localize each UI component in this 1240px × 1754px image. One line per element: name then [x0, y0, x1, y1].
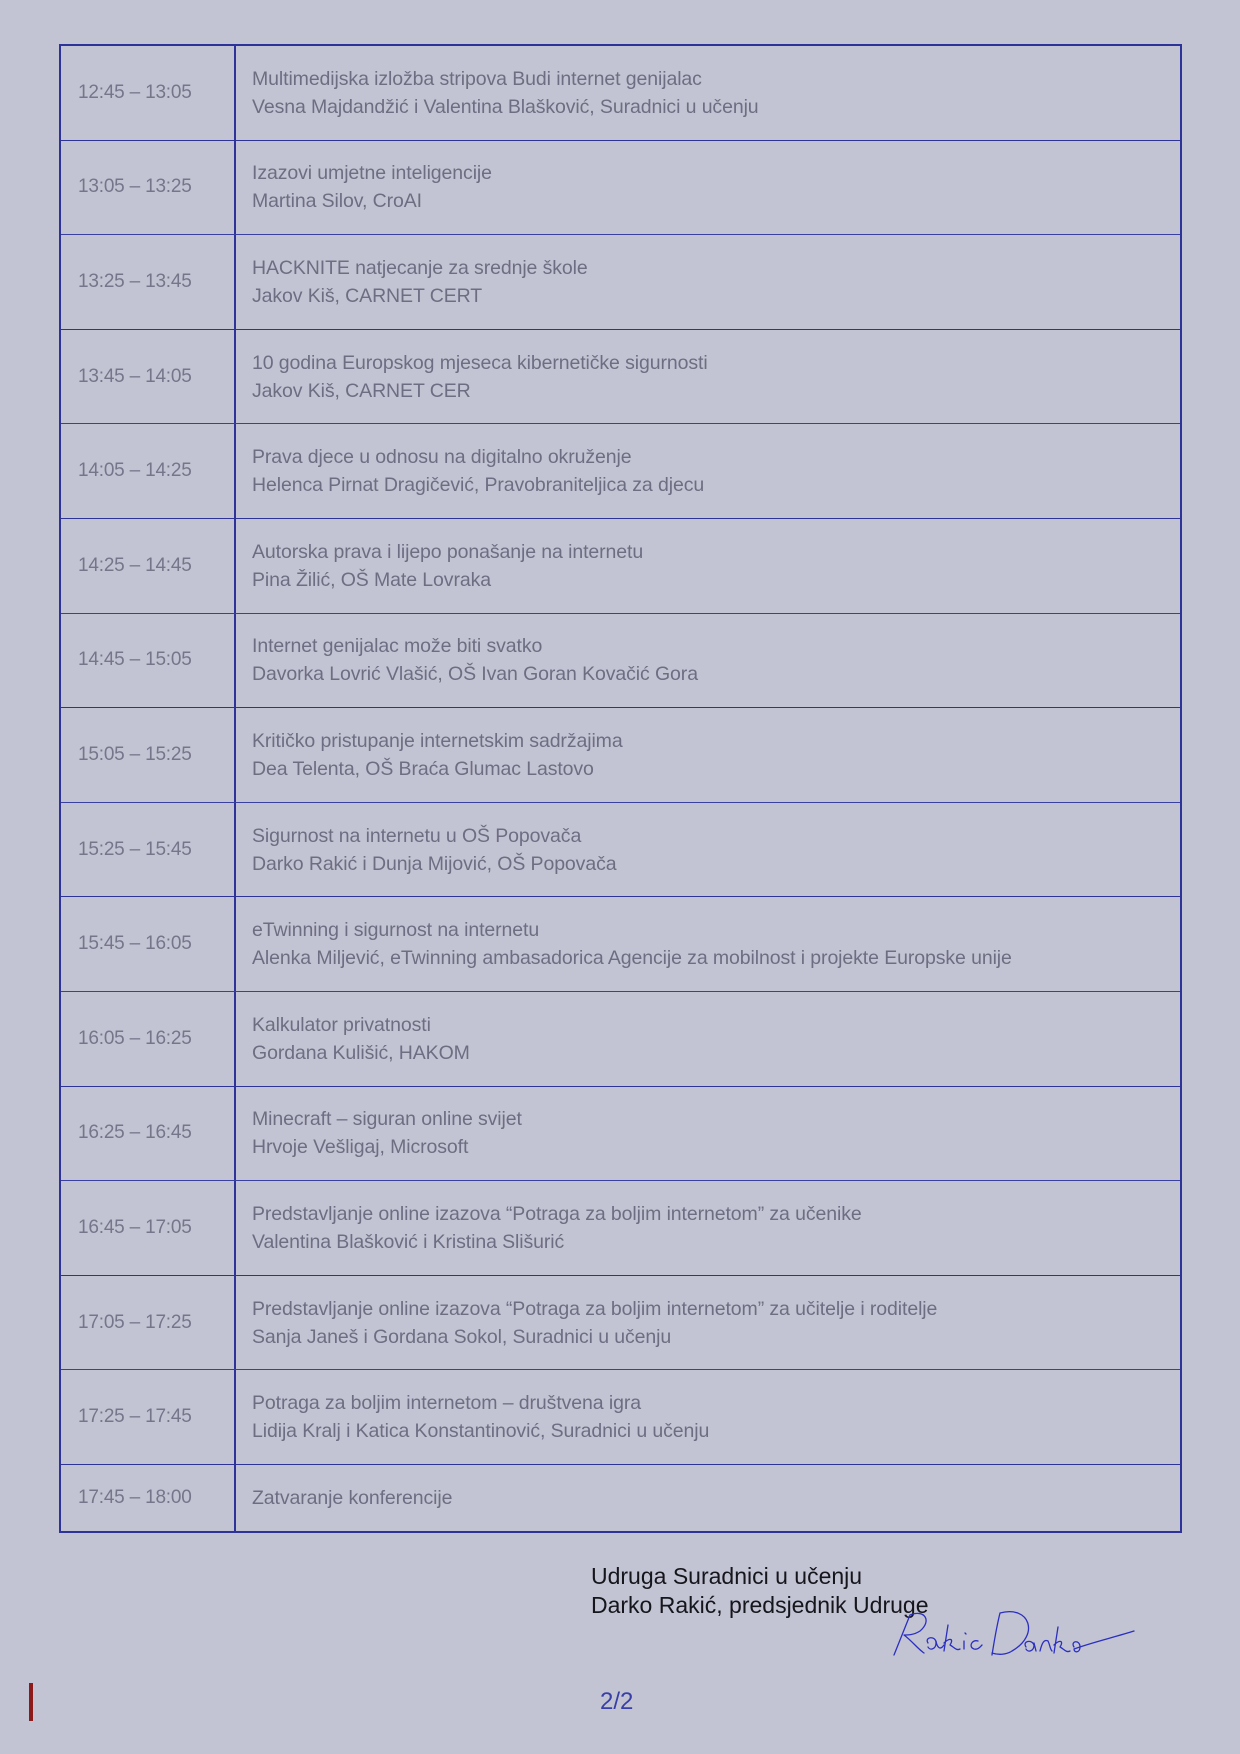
handwritten-signature — [880, 1595, 1140, 1675]
session-speaker: Sanja Janeš i Gordana Sokol, Suradnici u učenju — [252, 1325, 672, 1348]
margin-marker — [29, 1683, 33, 1721]
time-slot: 14:45 – 15:05 — [61, 614, 236, 708]
session-details — [236, 519, 1180, 613]
table-row — [61, 1087, 1180, 1182]
table-row — [61, 519, 1180, 614]
session-speaker: Vesna Majdandžić i Valentina Blašković, Suradnici u učenju — [252, 95, 759, 118]
session-title: Multimedijska izložba stripova Budi internet genijalac — [252, 67, 702, 90]
session-title: Internet genijalac može biti svatko — [252, 635, 543, 658]
session-speaker: Alenka Miljević, eTwinning ambasadorica Agencije za mobilnost i projekte Europske unije — [252, 947, 1012, 970]
time-slot: 16:05 – 16:25 — [61, 992, 236, 1086]
session-title: Predstavljanje online izazova “Potraga za boljim internetom” za učitelje i roditelje — [252, 1297, 938, 1320]
session-speaker: Martina Silov, CroAI — [252, 190, 422, 213]
time-slot: 14:05 – 14:25 — [61, 424, 236, 518]
session-details — [236, 1370, 1180, 1464]
table-row — [61, 1276, 1180, 1371]
table-row — [61, 1465, 1180, 1531]
session-details — [236, 1087, 1180, 1181]
table-row — [61, 1370, 1180, 1465]
session-title: eTwinning i sigurnost na internetu — [252, 919, 540, 942]
session-details — [236, 614, 1180, 708]
session-title: Zatvaranje konferencije — [252, 1486, 453, 1509]
table-row — [61, 614, 1180, 709]
session-title: Prava djece u odnosu na digitalno okruženje — [252, 446, 632, 469]
session-speaker: Hrvoje Vešligaj, Microsoft — [252, 1136, 469, 1159]
time-slot: 12:45 – 13:05 — [61, 46, 236, 140]
time-slot: 17:45 – 18:00 — [61, 1465, 236, 1531]
session-title: Potraga za boljim internetom – društvena igra — [252, 1392, 641, 1415]
page-number: 2/2 — [600, 1688, 634, 1715]
time-slot: 13:45 – 14:05 — [61, 330, 236, 424]
session-details — [236, 1181, 1180, 1275]
session-title: Minecraft – siguran online svijet — [252, 1108, 522, 1131]
signatory-name: Darko Rakić, predsjednik Udruge — [591, 1592, 929, 1618]
time-slot: 13:05 – 13:25 — [61, 141, 236, 235]
session-speaker: Jakov Kiš, CARNET CERT — [252, 284, 483, 307]
session-speaker: Jakov Kiš, CARNET CER — [252, 379, 471, 402]
table-row — [61, 897, 1180, 992]
session-details — [236, 330, 1180, 424]
session-details — [236, 708, 1180, 802]
session-title: Kalkulator privatnosti — [252, 1013, 431, 1036]
time-slot: 13:25 – 13:45 — [61, 235, 236, 329]
session-speaker: Helenca Pirnat Dragičević, Pravobraniteljica za djecu — [252, 474, 705, 497]
session-title: Autorska prava i lijepo ponašanje na internetu — [252, 540, 644, 563]
session-title: HACKNITE natjecanje za srednje škole — [252, 256, 588, 279]
table-row — [61, 992, 1180, 1087]
session-speaker: Darko Rakić i Dunja Mijović, OŠ Popovača — [252, 852, 617, 875]
session-title: Kritičko pristupanje internetskim sadržajima — [252, 729, 623, 752]
session-title: Sigurnost na internetu u OŠ Popovača — [252, 824, 582, 847]
session-speaker: Valentina Blašković i Kristina Slišurić — [252, 1230, 565, 1253]
schedule-table — [59, 44, 1182, 1533]
session-details — [236, 46, 1180, 140]
signature-block — [591, 1562, 929, 1620]
time-slot: 17:25 – 17:45 — [61, 1370, 236, 1464]
table-row — [61, 708, 1180, 803]
session-details — [236, 803, 1180, 897]
session-title: Izazovi umjetne inteligencije — [252, 162, 492, 185]
table-row — [61, 424, 1180, 519]
time-slot: 15:25 – 15:45 — [61, 803, 236, 897]
time-slot: 16:45 – 17:05 — [61, 1181, 236, 1275]
organization-name: Udruga Suradnici u učenju — [591, 1563, 863, 1589]
table-row — [61, 803, 1180, 898]
session-speaker: Lidija Kralj i Katica Konstantinović, Suradnici u učenju — [252, 1420, 710, 1443]
table-row — [61, 235, 1180, 330]
session-speaker: Gordana Kulišić, HAKOM — [252, 1041, 470, 1064]
time-slot: 14:25 – 14:45 — [61, 519, 236, 613]
time-slot: 15:45 – 16:05 — [61, 897, 236, 991]
session-details — [236, 235, 1180, 329]
time-slot: 17:05 – 17:25 — [61, 1276, 236, 1370]
session-title: Predstavljanje online izazova “Potraga za boljim internetom” za učenike — [252, 1202, 862, 1225]
table-row — [61, 330, 1180, 425]
table-row — [61, 1181, 1180, 1276]
table-row — [61, 46, 1180, 141]
time-slot: 15:05 – 15:25 — [61, 708, 236, 802]
session-details — [236, 141, 1180, 235]
session-details — [236, 897, 1180, 991]
session-speaker: Davorka Lovrić Vlašić, OŠ Ivan Goran Kovačić Gora — [252, 663, 698, 686]
session-speaker: Pina Žilić, OŠ Mate Lovraka — [252, 568, 491, 591]
session-title: 10 godina Europskog mjeseca kibernetičke sigurnosti — [252, 351, 708, 374]
session-details — [236, 424, 1180, 518]
table-row — [61, 141, 1180, 236]
session-speaker: Dea Telenta, OŠ Braća Glumac Lastovo — [252, 757, 594, 780]
session-details — [236, 992, 1180, 1086]
time-slot: 16:25 – 16:45 — [61, 1087, 236, 1181]
session-details — [236, 1465, 1180, 1531]
session-details — [236, 1276, 1180, 1370]
